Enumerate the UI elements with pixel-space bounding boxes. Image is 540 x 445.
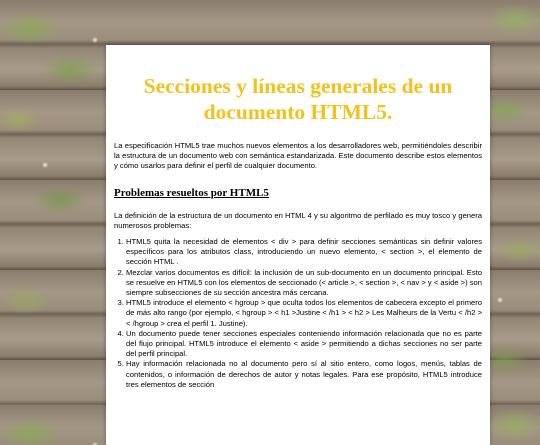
section-intro-paragraph: La definición de la estructura de un documento en HTML 4 y su algoritmo de perfilado es muy tosco y genera numerosos problemas:	[114, 210, 482, 230]
document-page	[106, 45, 490, 445]
list-item: 5. Hay información relacionada no al documento pero sí al sitio entero, como logos, menús, tablas de contenidos, o información de derechos de autor y notas legales. Para ese propósito, HTML5 introduce tres elementos de sección	[126, 359, 482, 390]
section-heading: Problemas resueltos por HTML5	[114, 186, 269, 199]
page-title: Secciones y líneas generales de un documento HTML5.	[143, 74, 453, 124]
list-item: 4. Un documento puede tener secciones especiales conteniendo información relacionada que no es parte del flujo principal. HTML5 introduce el elemento < aside > permitiendo a dichas secciones no ser parte del perfil principal.	[126, 329, 482, 360]
problems-list	[106, 237, 482, 390]
intro-paragraph: La especificación HTML5 trae muchos nuevos elementos a los desarrolladores web, permitiéndoles describir la estructura de un documento web con semántica estandarizada. Este documento describe estos elementos y cómo usarlos para definir el perfil de cualquier documento.	[114, 141, 482, 171]
list-item: 1. HTML5 quita la necesidad de elementos < div > para definir secciones semánticas sin definir valores específicos para los atributos class, introduciendo un nuevo elemento, < section >, el elemento de sección HTML .	[126, 237, 482, 268]
list-item: 2. Mezclar varios documentos es difícil: la inclusión de un sub-documento en un documento principal. Esto se resuelve en HTML5 con los elementos de seccionado (< article >, < section >, < nav > y < aside >) son siempre subsecciones de su sección ancestra más cercana.	[126, 268, 482, 299]
list-item: 3. HTML5 introduce el elemento < hgroup > que oculta todos los elementos de cabecera excepto el primero de más alto rango (por ejemplo, < hgroup > < h1 >Justine < /h1 > < h2 > Les Malheurs de la Vertu < /h2 > < /hgroup > crea el perfil 1. Justine).	[126, 298, 482, 329]
